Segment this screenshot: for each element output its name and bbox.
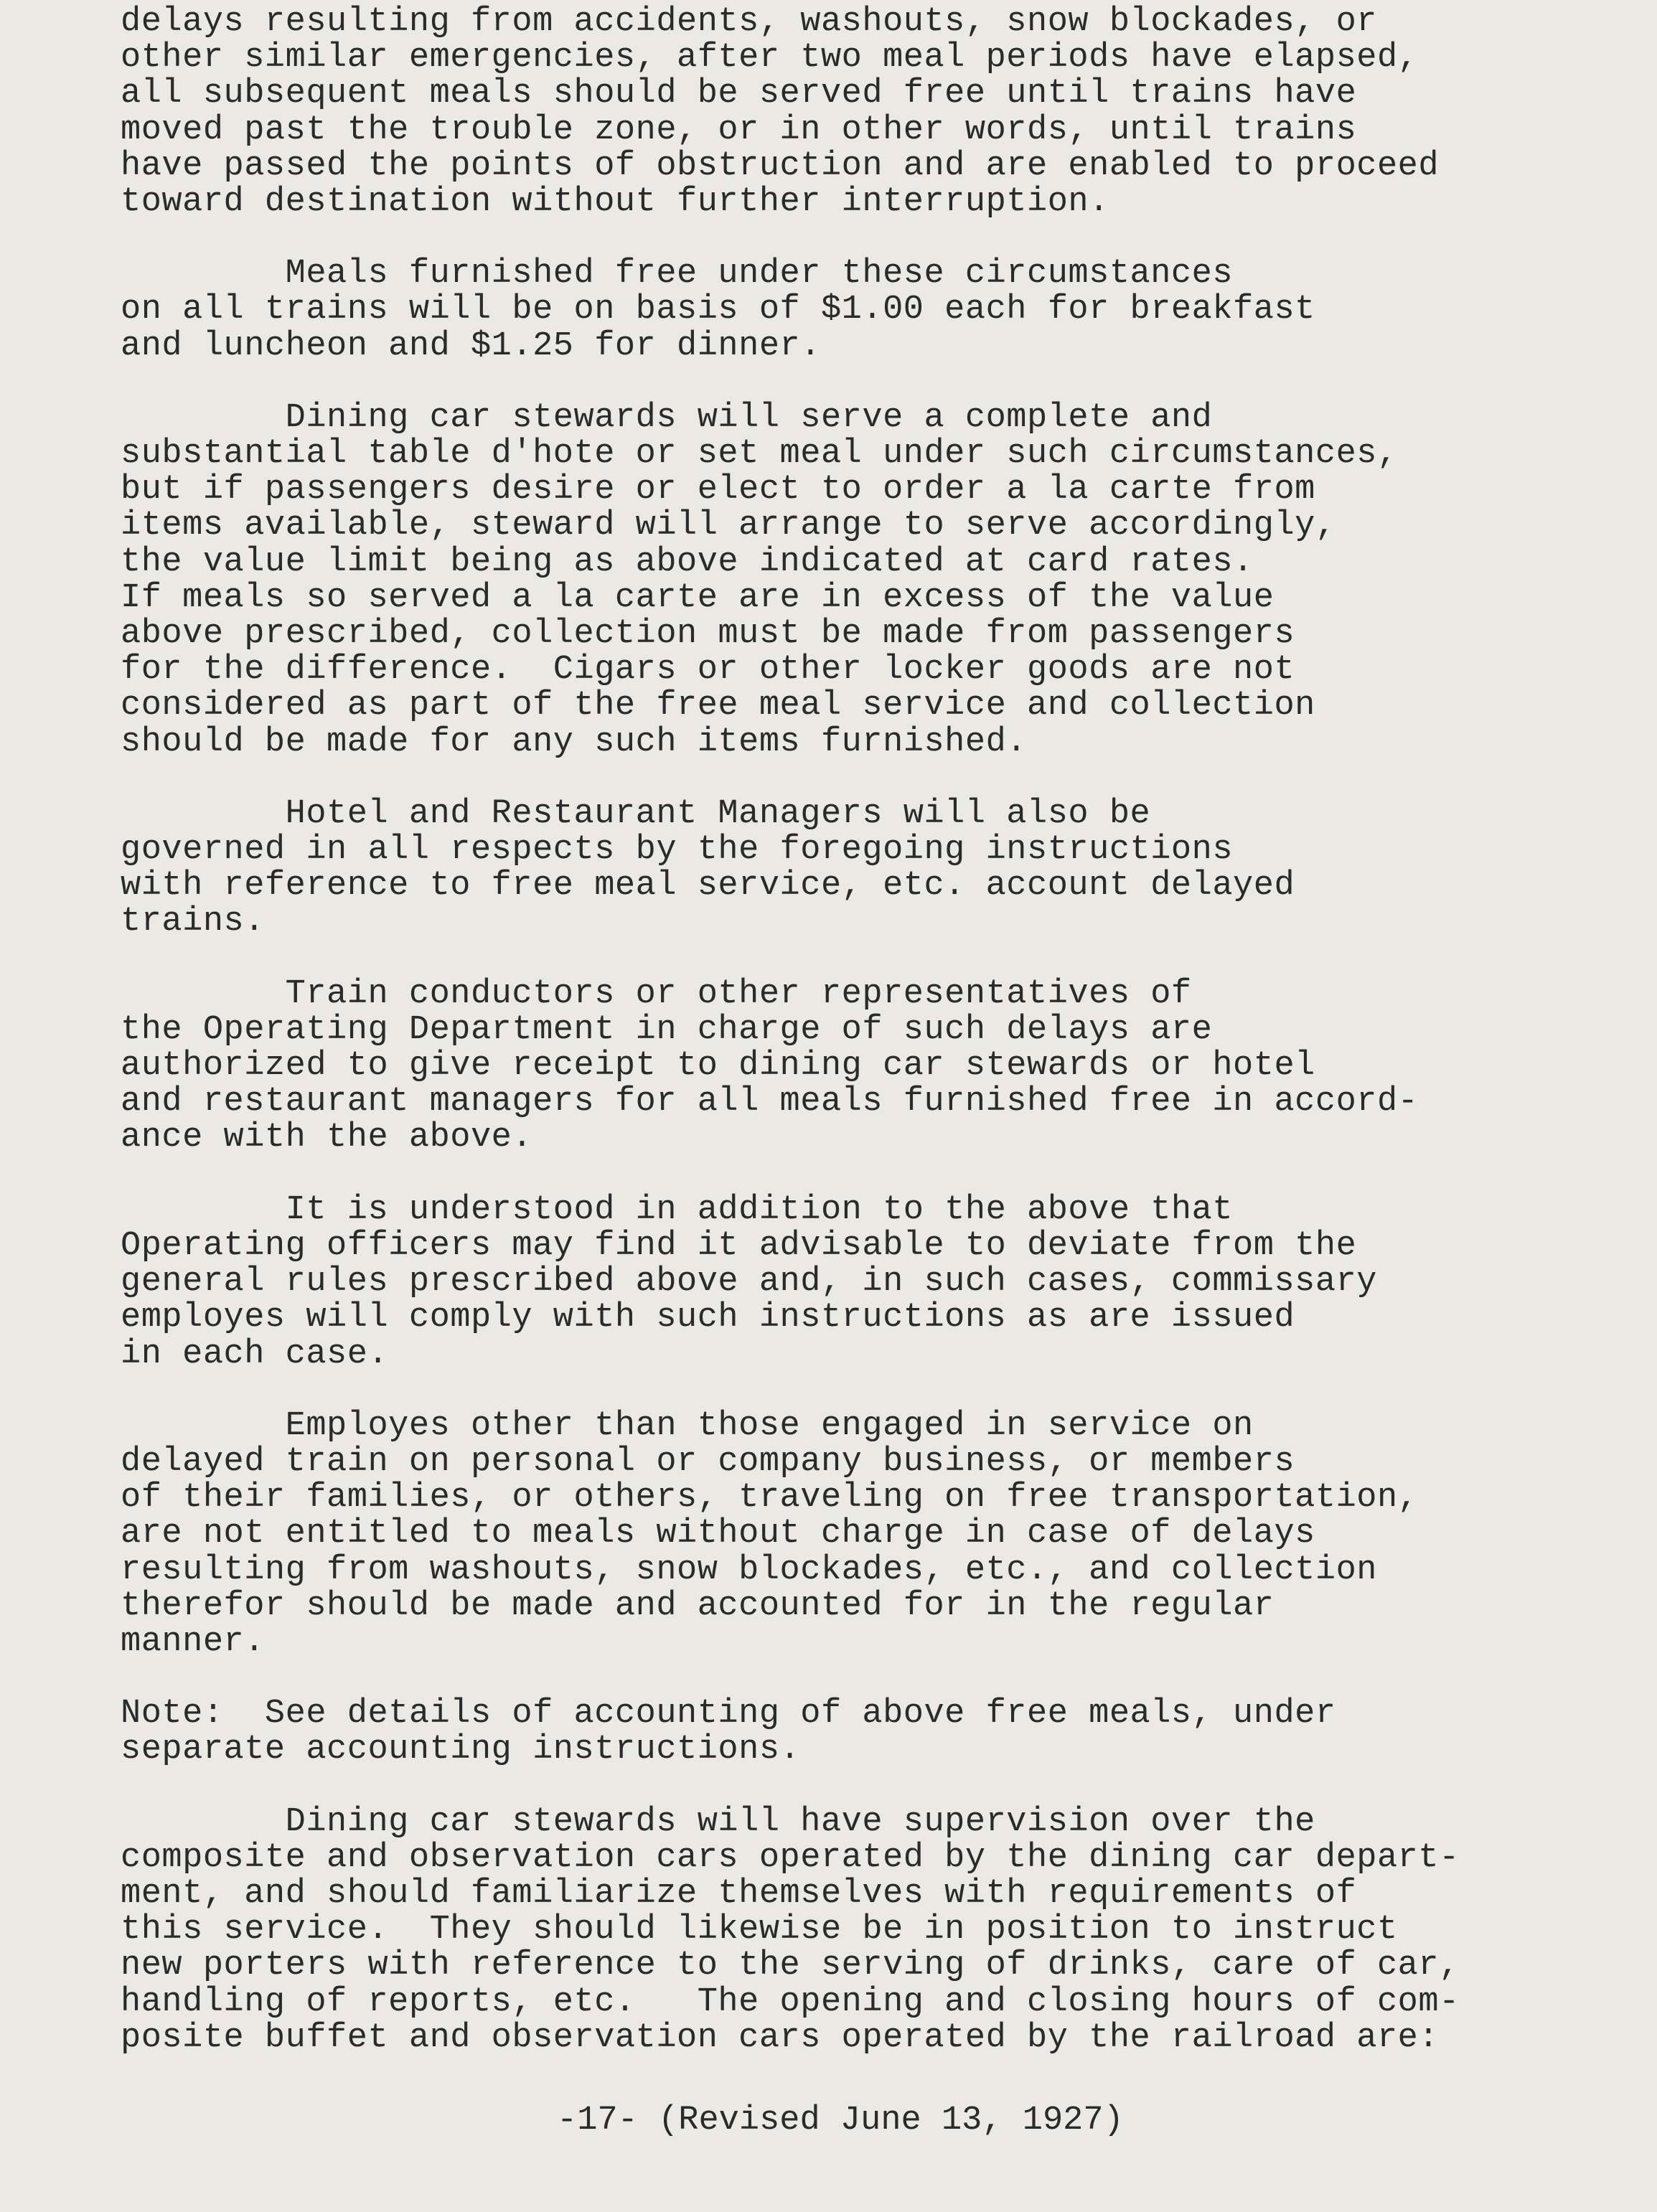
text-line: on all trains will be on basis of $1.00 each for breakfast <box>121 291 1315 329</box>
text-line: this service. They should likewise be in position to instruct <box>121 1911 1398 1949</box>
text-line: employes will comply with such instructions as are issued <box>121 1299 1295 1337</box>
text-line: delayed train on personal or company business, or members <box>121 1442 1295 1481</box>
text-line: items available, steward will arrange to serve accordingly, <box>121 507 1336 545</box>
text-line: of their families, or others, traveling on free transportation, <box>121 1479 1419 1517</box>
text-line: therefor should be made and accounted for in the regular <box>121 1586 1275 1625</box>
text-line: Hotel and Restaurant Managers will also be <box>121 794 1151 833</box>
paragraph <box>121 4 1556 220</box>
text-line: If meals so served a la carte are in excess of the value <box>121 578 1275 617</box>
text-line: considered as part of the free meal service and collection <box>121 687 1315 725</box>
text-line: manner. <box>121 1622 265 1661</box>
paragraph <box>121 1192 1556 1373</box>
text-line: all subsequent meals should be served free until trains have <box>121 75 1357 113</box>
text-line: toward destination without further interruption. <box>121 183 1109 222</box>
text-line: general rules prescribed above and, in such cases, commissary <box>121 1263 1377 1302</box>
text-line: Operating officers may find it advisable to deviate from the <box>121 1226 1357 1265</box>
text-line: the value limit being as above indicated at card rates. <box>121 542 1254 581</box>
text-line: Meals furnished free under these circumstances <box>121 255 1234 293</box>
text-line: Note: See details of accounting of above free meals, under <box>121 1695 1336 1733</box>
text-line: delays resulting from accidents, washouts, snow blockades, or <box>121 3 1377 41</box>
text-line: trains. <box>121 903 265 941</box>
text-line: substantial table d'hote or set meal under such circumstances, <box>121 435 1398 474</box>
text-line: should be made for any such items furnished. <box>121 723 1028 761</box>
paragraph <box>121 796 1556 941</box>
text-line: the Operating Department in charge of such delays are <box>121 1010 1213 1049</box>
text-line: and restaurant managers for all meals furnished free in accord- <box>121 1083 1419 1121</box>
text-line: Dining car stewards will serve a complete and <box>121 398 1213 437</box>
text-line: new porters with reference to the serving of drinks, care of car, <box>121 1947 1460 1985</box>
paragraph <box>121 256 1556 364</box>
text-line: governed in all respects by the foregoing instructions <box>121 831 1234 870</box>
text-line: ance with the above. <box>121 1119 533 1157</box>
paragraph <box>121 976 1556 1157</box>
paragraph <box>121 400 1556 761</box>
text-line: posite buffet and observation cars operated by the railroad are: <box>121 2018 1440 2057</box>
text-line: handling of reports, etc. The opening and closing hours of com- <box>121 1982 1460 2021</box>
text-line: and luncheon and $1.25 for dinner. <box>121 326 821 365</box>
text-line: are not entitled to meals without charge in case of delays <box>121 1515 1315 1553</box>
text-line: in each case. <box>121 1335 389 1373</box>
text-line: above prescribed, collection must be made from passengers <box>121 615 1295 654</box>
text-line: resulting from washouts, snow blockades, etc., and collection <box>121 1550 1377 1589</box>
text-line: Dining car stewards will have supervision over the <box>121 1802 1315 1841</box>
text-line: It is understood in addition to the above that <box>121 1190 1234 1229</box>
text-line: Train conductors or other representatives of <box>121 974 1192 1013</box>
paragraph <box>121 1804 1556 2056</box>
body-text <box>121 4 1556 2092</box>
paragraph <box>121 1408 1556 1660</box>
text-line: separate accounting instructions. <box>121 1731 801 1769</box>
text-line: for the difference. Cigars or other locker goods are not <box>121 651 1295 690</box>
text-line: other similar emergencies, after two meal periods have elapsed, <box>121 39 1419 77</box>
text-line: but if passengers desire or elect to order a la carte from <box>121 471 1315 509</box>
text-line: authorized to give receipt to dining car stewards or hotel <box>121 1047 1315 1086</box>
text-line: with reference to free meal service, etc. account delayed <box>121 867 1295 905</box>
paragraph <box>121 1696 1556 1768</box>
text-line: moved past the trouble zone, or in other words, until trains <box>121 110 1357 149</box>
text-line: Employes other than those engaged in service on <box>121 1406 1254 1445</box>
text-line: have passed the points of obstruction and are enabled to proceed <box>121 146 1440 185</box>
text-line: ment, and should familiarize themselves with requirements of <box>121 1874 1357 1913</box>
page-footer <box>0 2065 1657 2177</box>
text-line: composite and observation cars operated by the dining car depart- <box>121 1838 1460 1877</box>
page-number-revision: -17- (Revised June 13, 1927) <box>557 2102 1124 2140</box>
